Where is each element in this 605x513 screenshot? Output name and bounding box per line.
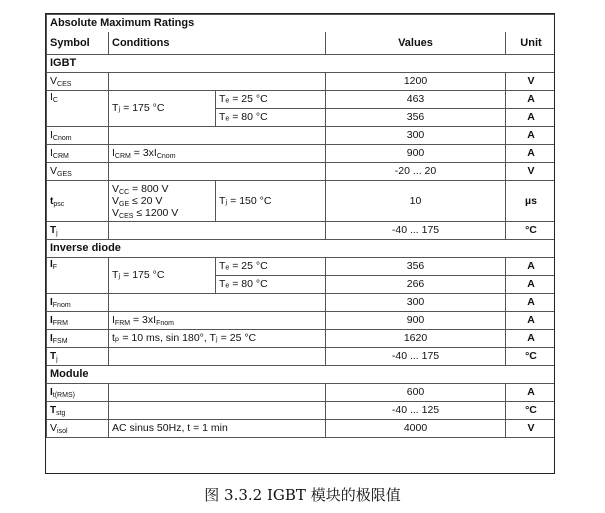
- symbol-cell: $t_{psc}$: [47, 181, 109, 222]
- symbol-cell: $I_{FRM}$: [47, 312, 109, 330]
- section-row-diode: [47, 240, 556, 258]
- subcondition-cell: Tₑ = 25 °C: [216, 258, 326, 276]
- value-cell: 900: [326, 312, 506, 330]
- conditions-cell: [109, 348, 326, 366]
- section-row-igbt: [47, 55, 556, 73]
- table-row: [47, 91, 556, 109]
- table-row: [47, 181, 556, 222]
- table-row: [47, 222, 556, 240]
- section-title: Inverse diode: [47, 240, 556, 258]
- value-cell: -40 ... 125: [326, 402, 506, 420]
- unit-cell: V: [506, 420, 556, 438]
- conditions-cell: [109, 402, 326, 420]
- subcondition-cell: Tₑ = 80 °C: [216, 109, 326, 127]
- symbol-cell: $V_{isol}$: [47, 420, 109, 438]
- value-cell: 600: [326, 384, 506, 402]
- subcondition-cell: Tₑ = 25 °C: [216, 91, 326, 109]
- conditions-cell: Tⱼ = 175 °C: [109, 91, 216, 127]
- table-row: [47, 402, 556, 420]
- symbol-cell: $I_C$: [47, 91, 109, 127]
- table-title-row: [47, 15, 556, 33]
- symbol-cell: $T_j$: [47, 222, 109, 240]
- table-row: [47, 348, 556, 366]
- section-row-module: [47, 366, 556, 384]
- unit-cell: °C: [506, 402, 556, 420]
- value-cell: -40 ... 175: [326, 348, 506, 366]
- subcondition-cell: Tₑ = 80 °C: [216, 276, 326, 294]
- header-row: [47, 32, 556, 55]
- conditions-cell: $I_{FRM} = 3xI_{Fnom}$: [109, 312, 326, 330]
- unit-cell: A: [506, 91, 556, 109]
- symbol-cell: $I_{FSM}$: [47, 330, 109, 348]
- table-row: [47, 145, 556, 163]
- table-row: [47, 330, 556, 348]
- symbol-cell: $I_{CRM}$: [47, 145, 109, 163]
- table-row: [47, 420, 556, 438]
- unit-cell: °C: [506, 348, 556, 366]
- header-conditions: Conditions: [109, 32, 326, 55]
- header-unit: Unit: [506, 32, 556, 55]
- section-title: Module: [47, 366, 556, 384]
- subcondition-cell: Tⱼ = 150 °C: [216, 181, 326, 222]
- symbol-cell: $V_{CES}$: [47, 73, 109, 91]
- unit-cell: A: [506, 384, 556, 402]
- symbol-cell: $I_F$: [47, 258, 109, 294]
- conditions-cell: tₚ = 10 ms, sin 180°, Tⱼ = 25 °C: [109, 330, 326, 348]
- table-row: [47, 73, 556, 91]
- table-row: [47, 312, 556, 330]
- conditions-cell: [109, 127, 326, 145]
- value-cell: -40 ... 175: [326, 222, 506, 240]
- section-title: IGBT: [47, 55, 556, 73]
- symbol-cell: $T_{stg}$: [47, 402, 109, 420]
- value-cell: 266: [326, 276, 506, 294]
- conditions-cell: [109, 73, 326, 91]
- value-cell: 356: [326, 109, 506, 127]
- table-row: [47, 258, 556, 276]
- value-cell: 1200: [326, 73, 506, 91]
- table-title: Absolute Maximum Ratings: [47, 15, 556, 33]
- value-cell: 356: [326, 258, 506, 276]
- conditions-cell: AC sinus 50Hz, t = 1 min: [109, 420, 326, 438]
- unit-cell: µs: [506, 181, 556, 222]
- unit-cell: A: [506, 276, 556, 294]
- conditions-cell: [109, 294, 326, 312]
- symbol-cell: $I_{t(RMS)}$: [47, 384, 109, 402]
- conditions-cell: [109, 222, 326, 240]
- unit-cell: V: [506, 163, 556, 181]
- unit-cell: A: [506, 312, 556, 330]
- unit-cell: A: [506, 127, 556, 145]
- conditions-cell: [109, 163, 326, 181]
- unit-cell: A: [506, 294, 556, 312]
- value-cell: 900: [326, 145, 506, 163]
- conditions-cell: $V_{CC} = 800$ V $V_{GE} \le 20$ V $V_{CES} \le 1200$ V: [109, 181, 216, 222]
- value-cell: 463: [326, 91, 506, 109]
- table-row: [47, 127, 556, 145]
- figure-caption: 图 3.3.2 IGBT 模块的极限值: [204, 486, 401, 504]
- value-cell: 10: [326, 181, 506, 222]
- value-cell: 1620: [326, 330, 506, 348]
- symbol-cell: $T_j$: [47, 348, 109, 366]
- unit-cell: A: [506, 145, 556, 163]
- table-row: [47, 294, 556, 312]
- value-cell: 300: [326, 127, 506, 145]
- ratings-sheet: [45, 13, 555, 474]
- conditions-cell: [109, 384, 326, 402]
- header-symbol: Symbol: [47, 32, 109, 55]
- unit-cell: A: [506, 330, 556, 348]
- symbol-cell: $I_{Fnom}$: [47, 294, 109, 312]
- symbol-cell: $I_{Cnom}$: [47, 127, 109, 145]
- absolute-maximum-ratings-table: [46, 14, 555, 438]
- header-values: Values: [326, 32, 506, 55]
- unit-cell: A: [506, 258, 556, 276]
- table-row: [47, 163, 556, 181]
- symbol-cell: $V_{GES}$: [47, 163, 109, 181]
- unit-cell: A: [506, 109, 556, 127]
- unit-cell: V: [506, 73, 556, 91]
- conditions-cell: Tⱼ = 175 °C: [109, 258, 216, 294]
- table-row: [47, 384, 556, 402]
- value-cell: 300: [326, 294, 506, 312]
- conditions-cell: $I_{CRM} = 3xI_{Cnom}$: [109, 145, 326, 163]
- unit-cell: °C: [506, 222, 556, 240]
- value-cell: -20 ... 20: [326, 163, 506, 181]
- value-cell: 4000: [326, 420, 506, 438]
